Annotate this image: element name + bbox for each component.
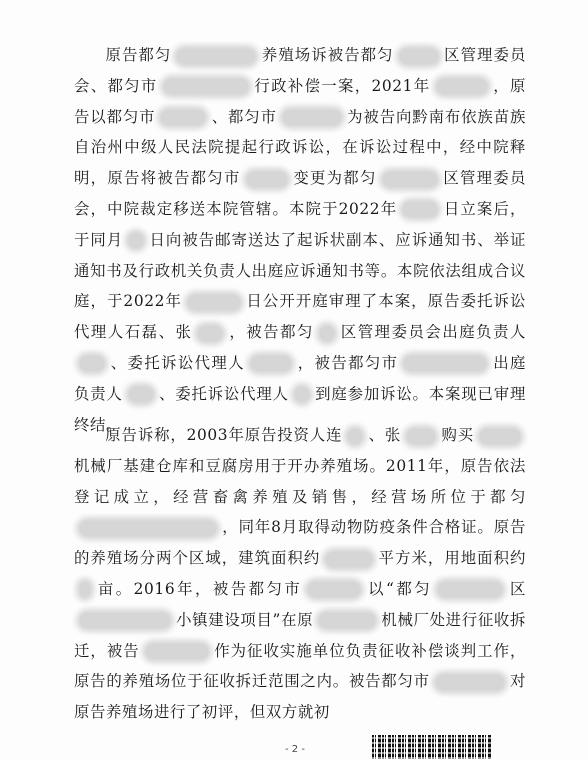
redaction <box>407 429 435 444</box>
text-segment: 以“都匀 <box>366 579 433 598</box>
redaction <box>438 582 502 597</box>
redaction <box>251 356 291 371</box>
redaction <box>348 429 362 444</box>
text-segment: ，同年8月取得动物防疫条件合格证。原告的养殖场分两个区域，建筑面积约 <box>74 518 526 568</box>
redaction <box>295 387 309 402</box>
text-segment: 亩。2016年，被告都匀市 <box>96 579 303 598</box>
text-segment: 区 <box>508 579 526 598</box>
redaction <box>283 110 341 125</box>
redaction <box>480 429 520 444</box>
redaction <box>164 79 248 94</box>
redaction <box>319 613 375 628</box>
text-segment: 、张 <box>368 426 402 444</box>
text-segment: 购买 <box>441 426 475 444</box>
text-segment: 区管理委员会、都匀市 <box>74 46 526 95</box>
text-segment: 、都匀市 <box>211 107 277 126</box>
redaction <box>129 387 153 402</box>
text-segment: 行政补偿一案，2021年 <box>253 76 431 95</box>
page-number: - 2 - <box>285 744 305 755</box>
redaction <box>198 326 222 341</box>
text-segment: 变更为都匀 <box>292 169 377 188</box>
text-segment: 到庭参加诉讼。本案现已审理终结。 <box>74 384 526 434</box>
redaction <box>404 356 486 371</box>
text-segment: 、委托诉讼代理人 <box>110 353 245 372</box>
text-segment: 机械厂处进行征收拆迁，被告 <box>74 610 526 660</box>
text-segment: 日向被告邮寄送达了起诉状副本、应诉通知书、举证通知书及行政机关负责人出庭应诉通知书等。本院依法组成合议庭，于2022年 <box>74 230 526 311</box>
redaction <box>80 613 170 628</box>
redaction <box>129 233 143 248</box>
text-segment: 平方米，用地面积约 <box>378 549 526 568</box>
text-segment: 日立案后，于同月 <box>74 199 526 249</box>
text-segment: 作为征收实施单位负责征收补偿谈判工作，原告的养殖场位于征收拆迁范围之内。被告都匀市 <box>74 641 527 691</box>
redaction <box>188 295 240 310</box>
redaction <box>80 521 216 536</box>
text-segment: 区管理委员会出庭负责人 <box>339 323 526 342</box>
redaction <box>161 110 205 125</box>
redaction <box>383 172 437 187</box>
text-segment: 机械厂基建仓库和豆腐房用于开办养殖场。2011年，原告依法登记成立，经营畜禽养殖及销售，经营场所位于都匀 <box>74 456 526 506</box>
text-segment: ，被告都匀市 <box>297 353 399 372</box>
redaction <box>146 644 208 659</box>
paragraph-plaintiff-claims <box>74 420 526 728</box>
redaction <box>437 79 487 94</box>
text-segment: 出庭负责人 <box>74 353 526 403</box>
redaction <box>400 49 438 64</box>
text-segment: 为被告向黔南布依族苗族自治州中级人民法院提起行政诉讼，在诉讼过程中，经中院释明，原告将被告都匀市 <box>74 107 526 188</box>
text-segment: 养殖场诉被告都匀 <box>261 46 394 64</box>
text-segment: 日公开开庭审理了本案，原告委托诉讼代理人石磊、张 <box>74 292 527 342</box>
redaction <box>320 326 334 341</box>
redaction <box>326 552 372 567</box>
paragraph-case-history <box>74 40 526 440</box>
text-segment: 原告都匀 <box>105 46 172 64</box>
text-segment: 对原告养殖场进行了初评，但双方就初 <box>74 672 527 722</box>
redaction <box>177 49 255 64</box>
text-segment: ，被告都匀 <box>228 323 314 342</box>
redaction <box>403 202 437 217</box>
text-segment: ，原告以都匀市 <box>74 76 526 126</box>
redaction <box>80 356 104 371</box>
redaction <box>247 172 287 187</box>
redaction <box>308 582 360 597</box>
redaction <box>80 582 90 597</box>
text-segment: 小镇建设项目”在原 <box>176 610 314 629</box>
text-segment: 原告诉称，2003年原告投资人连 <box>105 426 343 444</box>
text-segment: 区管理委员会，中院裁定移送本院管辖。本院于2022年 <box>74 169 526 218</box>
barcode-image <box>372 735 492 759</box>
text-segment: 、委托诉讼代理人 <box>158 384 289 403</box>
redaction <box>436 675 504 690</box>
